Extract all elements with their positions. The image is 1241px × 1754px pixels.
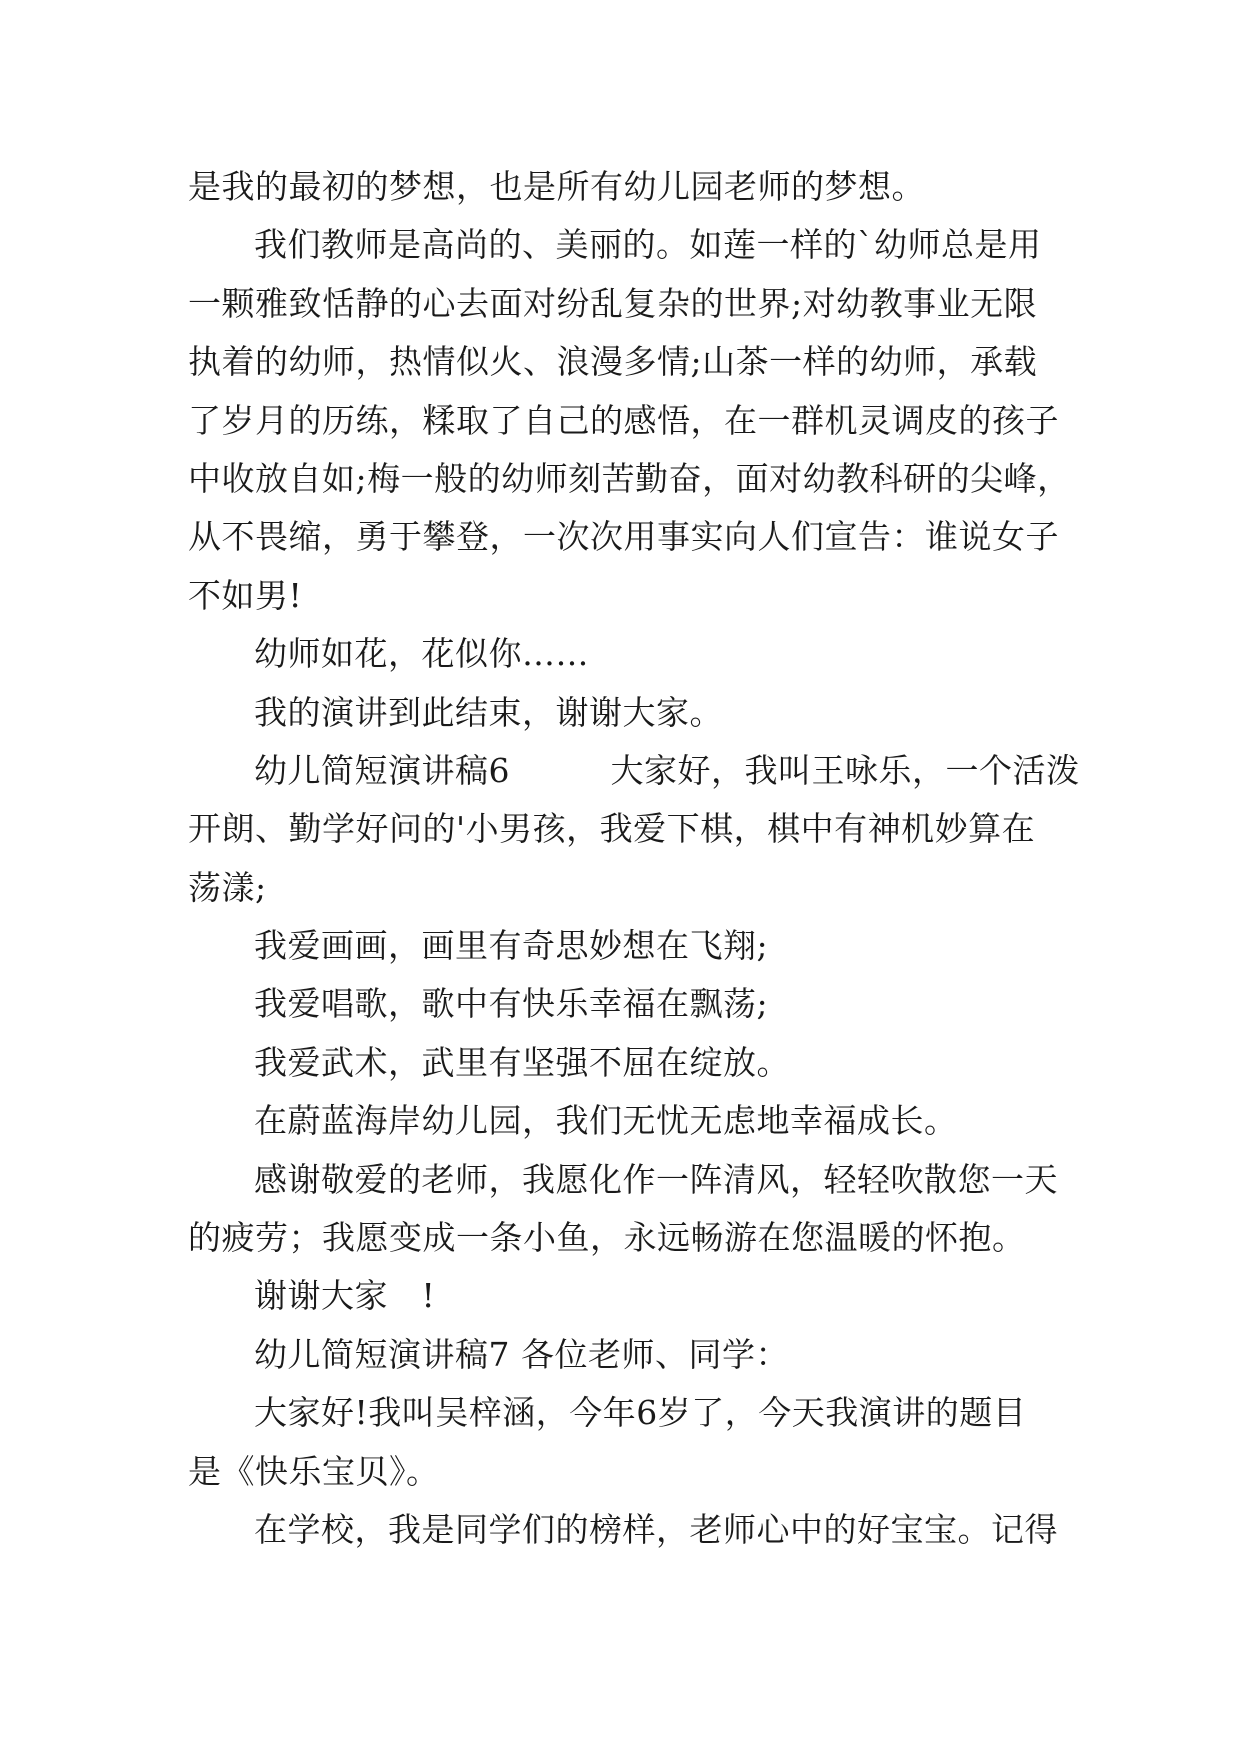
text-line: 我们教师是高尚的、美丽的。如莲一样的`幼师总是用: [254, 225, 1042, 265]
text-line: 在蔚蓝海岸幼儿园，我们无忧无虑地幸福成长。: [254, 1101, 958, 1141]
text-line: 是我的最初的梦想，也是所有幼儿园老师的梦想。: [188, 167, 925, 206]
text-line: 的疲劳；我愿变成一条小鱼，永远畅游在您温暖的怀抱。: [188, 1218, 1026, 1258]
text-line: 不如男!: [188, 575, 303, 615]
text-line: 我爱武术，武里有坚强不屈在绽放。: [254, 1042, 790, 1082]
text-line: 是《快乐宝贝》。: [188, 1451, 440, 1491]
text-line: 感谢敬爱的老师，我愿化作一阵清风，轻轻吹散您一天: [254, 1159, 1058, 1199]
text-line: 谢谢大家 !: [254, 1276, 436, 1316]
text-line: 我爱唱歌，歌中有快乐幸福在飘荡;: [254, 984, 769, 1024]
section-heading-line: 幼儿简短演讲稿6 大家好，我叫王咏乐，一个活泼: [254, 750, 1080, 790]
text-line: 我的演讲到此结束，谢谢大家。: [254, 692, 723, 732]
text-line: 荡漾;: [188, 867, 267, 907]
document-body: [188, 158, 1080, 1559]
text-line: 执着的幼师，热情似火、浪漫多情;山茶一样的幼师，承载: [188, 342, 1038, 382]
text-line: 中收放自如;梅一般的幼师刻苦勤奋，面对幼教科研的尖峰，: [188, 458, 1071, 498]
text-line: 在学校，我是同学们的榜样，老师心中的好宝宝。记得: [254, 1509, 1058, 1549]
text-line: 开朗、勤学好问的'小男孩，我爱下棋，棋中有神机妙算在: [188, 809, 1036, 849]
text-line: 了岁月的历练，糅取了自己的感悟，在一群机灵调皮的孩子: [188, 400, 1059, 440]
text-line: 幼师如花，花似你……: [254, 634, 589, 674]
text-line: 我爱画画，画里有奇思妙想在飞翔;: [254, 926, 769, 966]
text-line: 从不畏缩，勇于攀登，一次次用事实向人们宣告：谁说女子: [188, 517, 1059, 557]
text-line: 大家好!我叫吴梓涵，今年6岁了，今天我演讲的题目: [254, 1393, 1027, 1433]
section-heading-line: 幼儿简短演讲稿7 各位老师、同学：: [254, 1334, 789, 1374]
text-line: 一颗雅致恬静的心去面对纷乱复杂的世界;对幼教事业无限: [188, 283, 1038, 323]
